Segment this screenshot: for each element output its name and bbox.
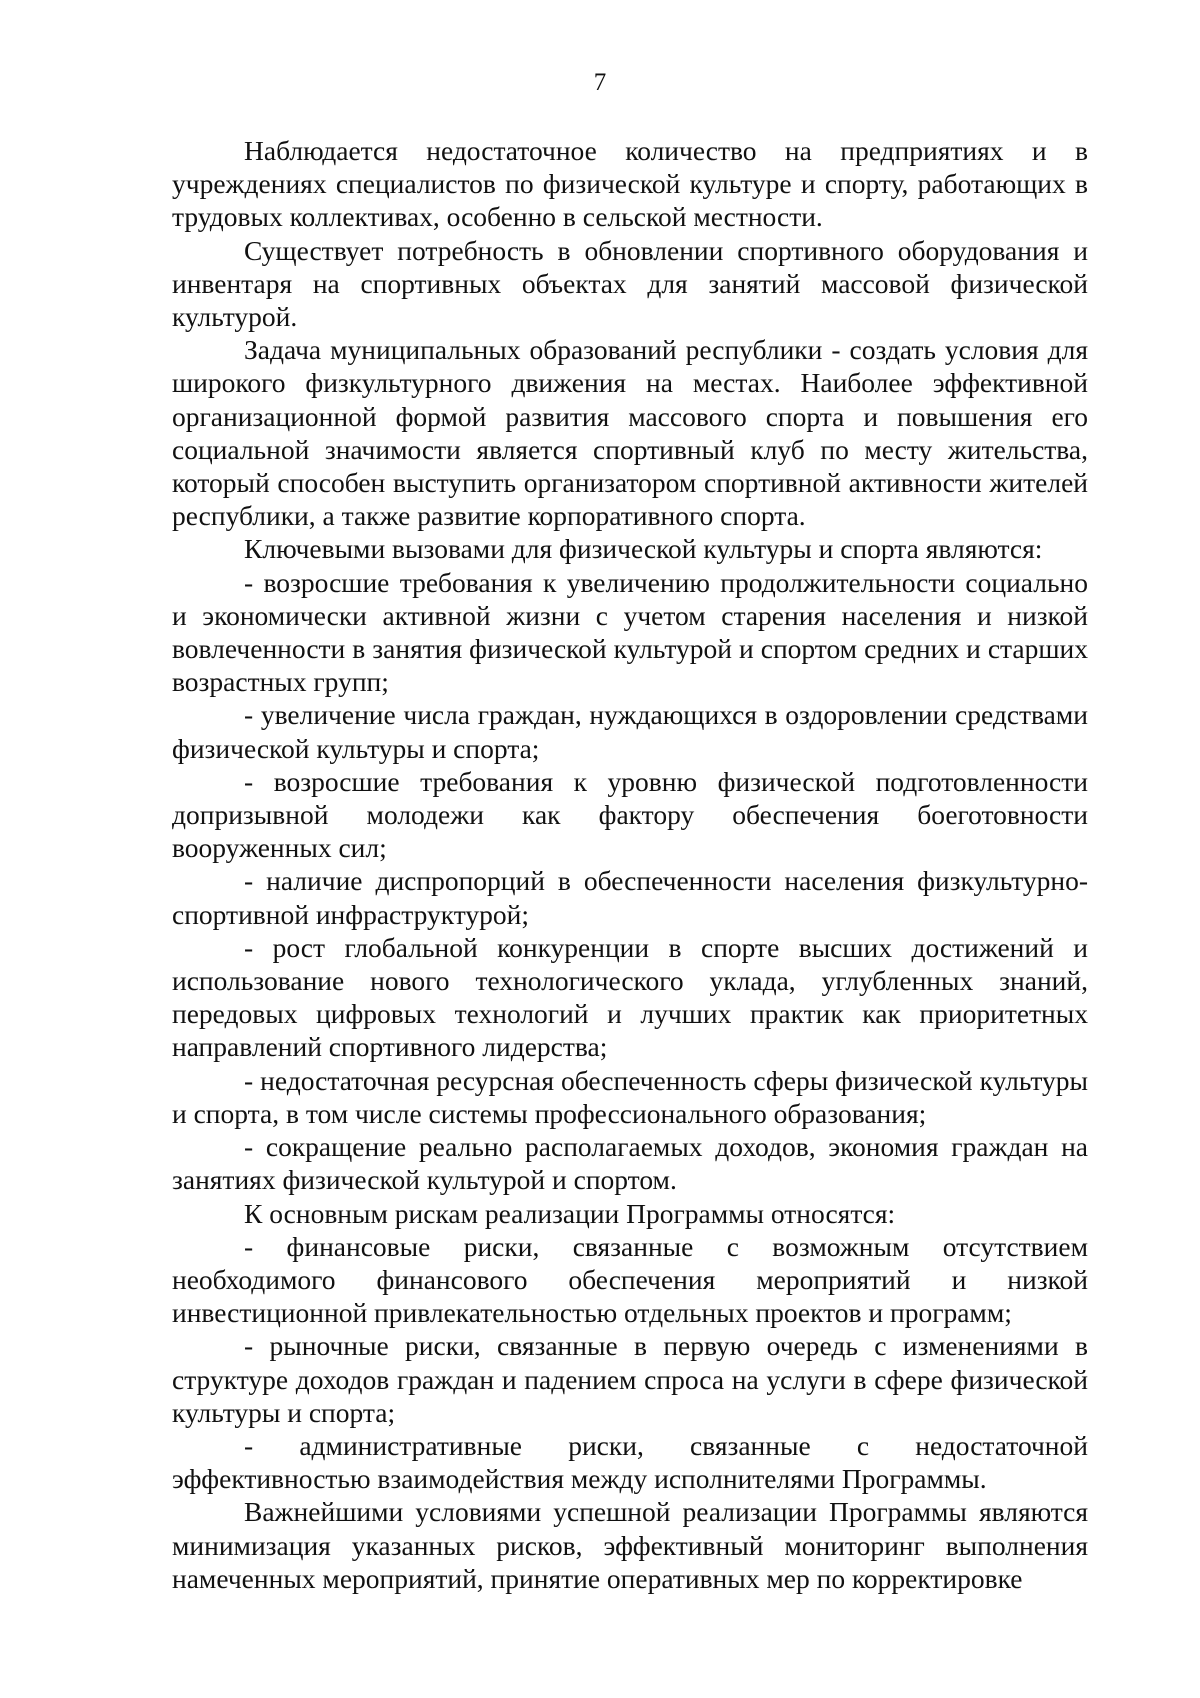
list-item-risk-market: - рыночные риски, связанные в первую очередь с изменениями в структуре доходов граждан и падением спроса на услуги в сфере физической культуры и спорта; (172, 1330, 1088, 1428)
list-item-challenge-3: - возросшие требования к уровню физической подготовленности допризывной молодежи как фактору обеспечения боеготовности вооруженных сил; (172, 765, 1088, 864)
paragraph-specialists-shortage: Наблюдается недостаточное количество на предприятиях и в учреждениях специалистов по физической культуре и спорту, работающих в трудовых коллективах, особенно в сельской местности. (172, 135, 1088, 233)
list-item-challenge-2: - увеличение числа граждан, нуждающихся в оздоровлении средствами физической культуры и спорта; (172, 699, 1088, 764)
list-item-challenge-7: - сокращение реально располагаемых доходов, экономия граждан на занятиях физической культурой и спортом. (172, 1131, 1088, 1196)
paragraph-risks-intro: К основным рискам реализации Программы относятся: (244, 1197, 896, 1229)
list-item-risk-administrative: - административные риски, связанные с недостаточной эффективностью взаимодействия между исполнителями Программы. (172, 1429, 1088, 1495)
page-number: 7 (593, 69, 607, 96)
paragraph-municipal-task: Задача муниципальных образований республики - создать условия для широкого физкультурного движения на местах. Наиболее эффективной организационной формой развития массового спорта и повышения его социальной значимости является спортивный клуб по месту жительства, который способен выступить организатором спортивной активности жителей республики, а также развитие корпоративного спорта. (172, 334, 1088, 532)
list-item-challenge-1: - возросшие требования к увеличению продолжительности социально и экономически активной жизни с учетом старения населения и низкой вовлеченности в занятия физической культурой и спортом средних и старших возрастных групп; (172, 566, 1088, 698)
list-item-challenge-4: - наличие диспропорций в обеспеченности населения физкультурно-спортивной инфраструктурой; (172, 865, 1088, 930)
paragraph-equipment-need: Существует потребность в обновлении спортивного оборудования и инвентаря на спортивных объектах для занятий массовой физической культурой. (172, 234, 1088, 333)
paragraph-success-conditions: Важнейшими условиями успешной реализации Программы являются минимизация указанных рисков, эффективный мониторинг выполнения намеченных мероприятий, принятие оперативных мер по корректировке (172, 1496, 1088, 1594)
body-text (172, 134, 1088, 1595)
list-item-risk-financial: - финансовые риски, связанные с возможным отсутствием необходимого финансового обеспечения мероприятий и низкой инвестиционной привлекательностью отдельных проектов и программ; (172, 1230, 1088, 1329)
paragraph-key-challenges-intro: Ключевыми вызовами для физической культуры и спорта являются: (244, 533, 1043, 565)
list-item-challenge-5: - рост глобальной конкуренции в спорте высших достижений и использование нового технологического уклада, углубленных знаний, передовых цифровых технологий и лучших практик как приоритетных направлений спортивного лидерства; (172, 931, 1088, 1063)
list-item-challenge-6: - недостаточная ресурсная обеспеченность сферы физической культуры и спорта, в том числе системы профессионального образования; (172, 1064, 1088, 1129)
